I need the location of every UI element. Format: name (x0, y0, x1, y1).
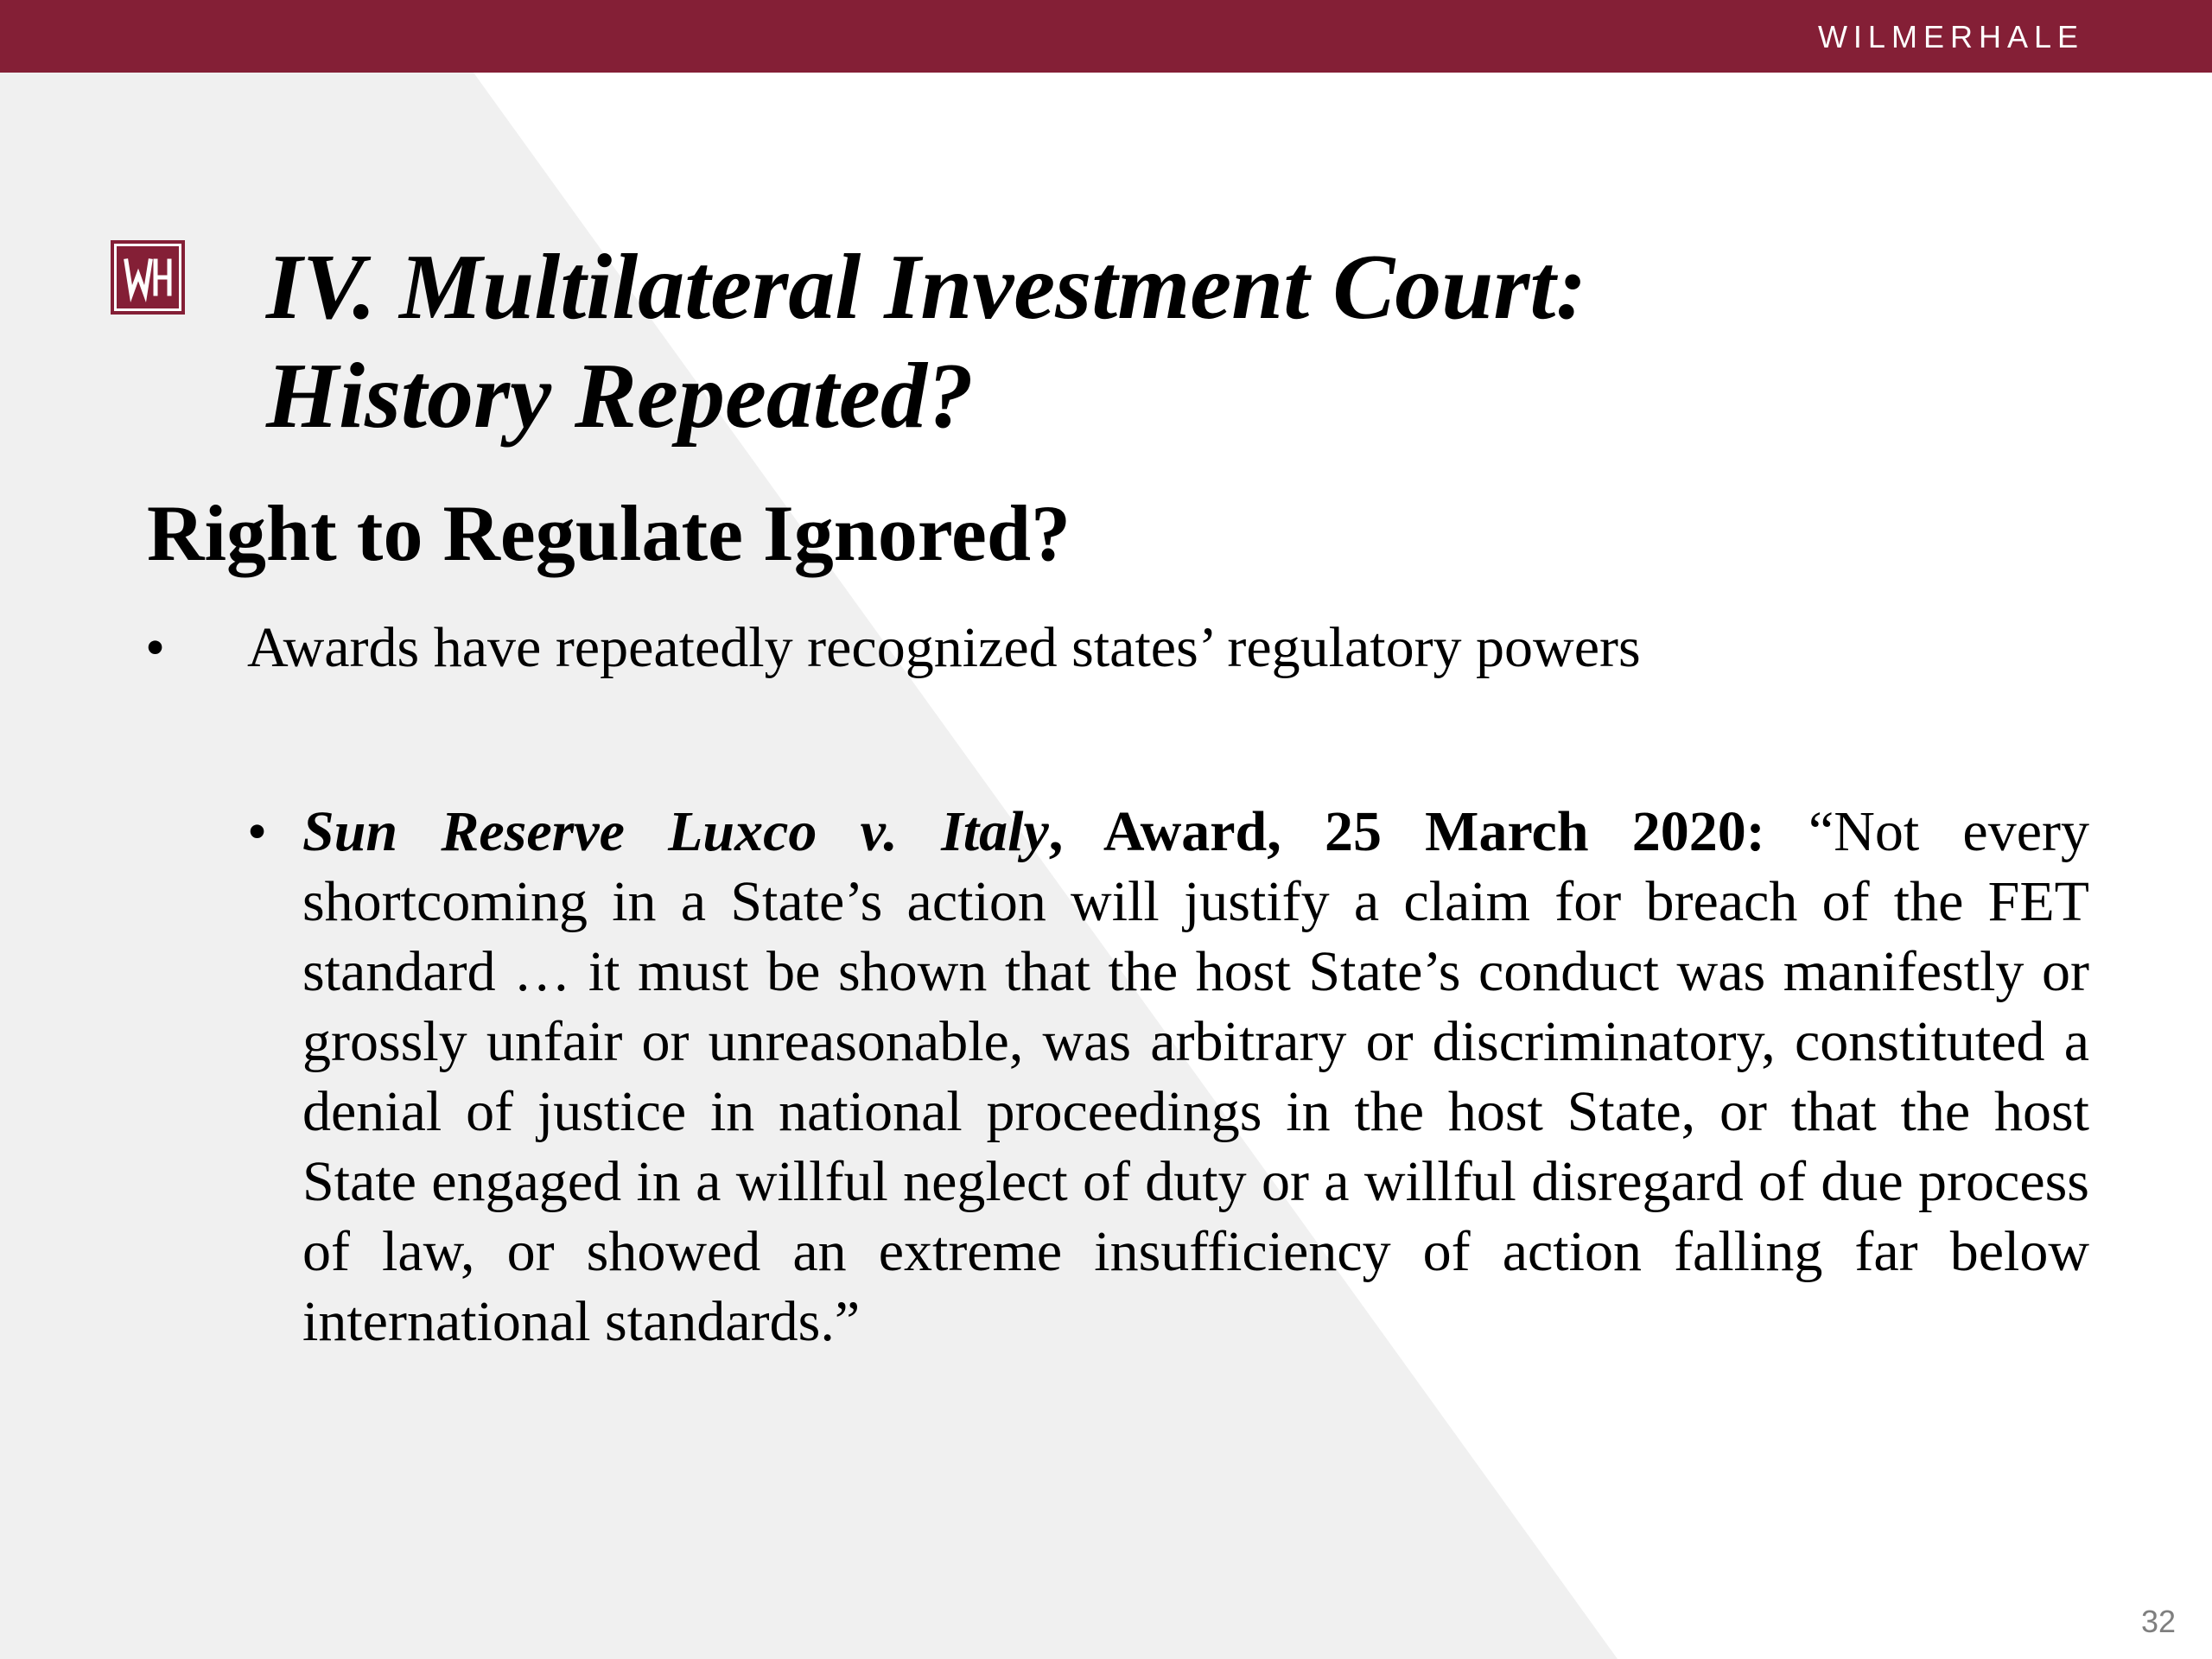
case-quote: “Not every shortcoming in a State’s action will justify a claim for breach of the FET standard … it must be shown that the host State’s conduct was manifestly or grossly unfair or unreasonable, was arbitrary or discriminatory, constituted a denial of justice in national proceedings in the host State, or that the host State engaged in a willful neglect of duty or a willful disregard of due process of law, or showed an extreme insufficiency of action falling far below international standards.” (302, 800, 2089, 1353)
section-subtitle: Right to Regulate Ignored? (147, 489, 1071, 577)
bullet-marker: • (145, 616, 166, 679)
sub-bullet-marker: • (247, 800, 268, 863)
case-name: Sun Reserve Luxco v. Italy (302, 800, 1049, 863)
sub-bullet-body (302, 797, 2089, 1357)
bullet-text: Awards have repeatedly recognized states’ regulatory powers (247, 616, 1641, 679)
brand-name: WILMERHALE (1817, 19, 2084, 54)
page-number: 32 (2140, 1604, 2176, 1639)
case-citation: , Award, 25 March 2020: (1048, 800, 1765, 863)
slide-title-line-2: History Repeated? (266, 345, 974, 448)
wilmerhale-logo-icon (111, 240, 185, 315)
header-bar (0, 0, 2212, 73)
slide-title (266, 233, 1908, 451)
slide-title-line-1: IV. Multilateral Investment Court: (266, 236, 1587, 339)
